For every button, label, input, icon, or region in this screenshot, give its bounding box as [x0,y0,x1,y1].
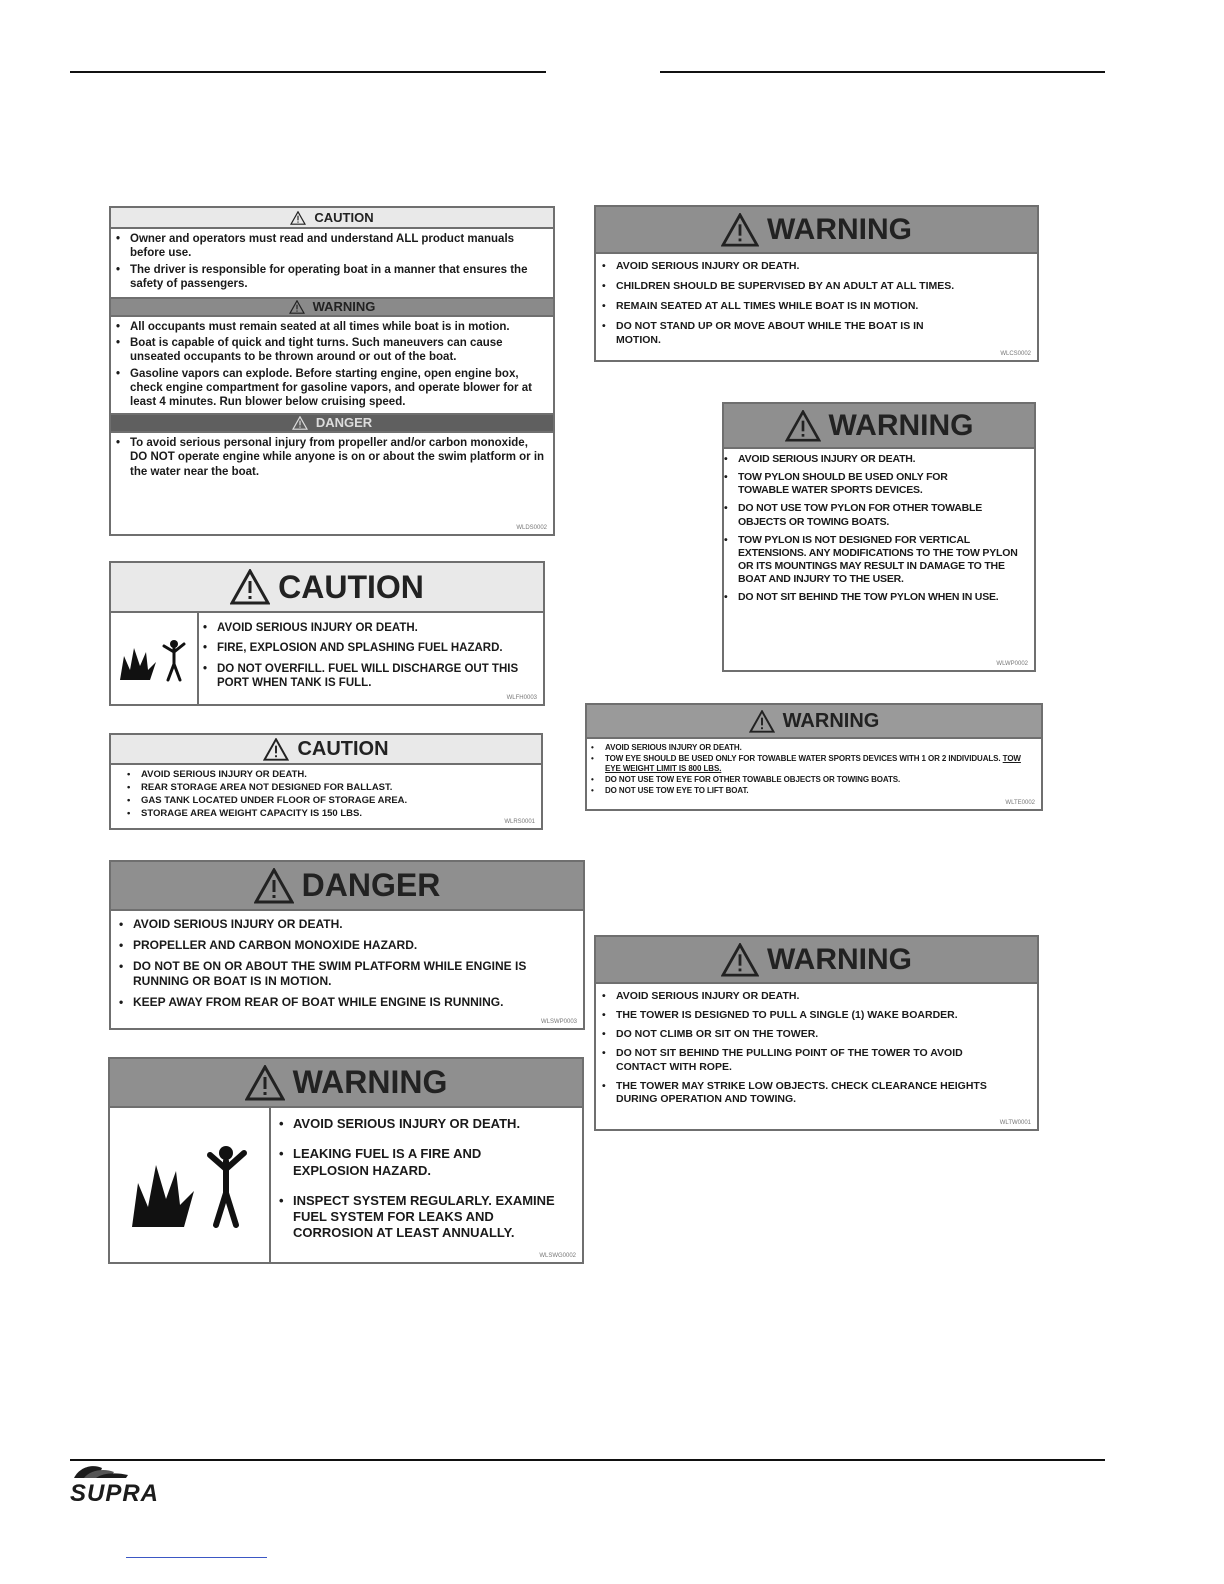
label-code: WLFH0003 [506,695,537,701]
header-rule-left [70,71,546,73]
list-item: • The driver is responsible for operating boat in a manner that ensures the safety of passengers. [130,263,545,292]
caution-header [111,735,541,765]
list-item: • DO NOT OVERFILL. FUEL WILL DISCHARGE OUT THIS PORT WHEN TANK IS FULL. [217,662,537,691]
warning-title: WARNING [312,299,376,314]
list-item: • TOW PYLON IS NOT DESIGNED FOR VERTICAL EXTENSIONS. ANY MODIFICATIONS TO THE TOW PYLON OR ITS MOUNTINGS MAY RESULT IN DAMAGE TO THE BOAT AND INJURY TO THE USER. [738,534,1028,587]
children-warning-label [594,205,1039,362]
fire-explosion-person-icon [110,1108,271,1262]
supra-logo-icon [70,1464,130,1478]
swim-danger-label [109,860,585,1030]
label-code: WLDS0002 [516,525,547,531]
list-item: • THE TOWER MAY STRIKE LOW OBJECTS. CHECK CLEARANCE HEIGHTS DURING OPERATION AND TOWING. [616,1080,1031,1106]
header-rule-right [660,71,1105,73]
list-item: • STORAGE AREA WEIGHT CAPACITY IS 150 LBS. [141,808,533,820]
list-item: • AVOID SERIOUS INJURY OR DEATH. [616,990,1031,1003]
list-item: • AVOID SERIOUS INJURY OR DEATH. [616,260,1031,273]
storage-caution-label [109,733,543,830]
caution-title: CAUTION [278,568,424,605]
list-item: • GAS TANK LOCATED UNDER FLOOR OF STORAGE AREA. [141,795,533,807]
list-item: • AVOID SERIOUS INJURY OR DEATH. [217,621,537,635]
label-code: WLRS0001 [504,819,535,825]
list-item: • CHILDREN SHOULD BE SUPERVISED BY AN ADULT AT ALL TIMES. [616,280,1031,293]
footer-rule [70,1459,1105,1461]
list-item: • DO NOT SIT BEHIND THE PULLING POINT OF THE TOWER TO AVOID CONTACT WITH ROPE. [616,1047,1031,1073]
warning-header [111,297,553,317]
warning-triangle-icon [292,416,308,430]
list-item: • DO NOT USE TOW EYE TO LIFT BOAT. [605,786,1035,796]
warning-header [110,1059,582,1108]
warning-triangle-icon [254,868,294,904]
warning-triangle-icon [749,710,775,733]
label-code: WLTW0001 [999,1120,1031,1126]
list-item: • Boat is capable of quick and tight turns. Such maneuvers can cause unseated occupants to be thrown around or out of the boat. [130,336,547,365]
toweye-usage-text: TOW EYE SHOULD BE USED ONLY FOR TOWABLE WATER SPORTS DEVICES WITH 1 OR 2 INDIVIDUALS. [605,754,1001,763]
list-item: • LEAKING FUEL IS A FIRE AND EXPLOSION HAZARD. [293,1146,574,1179]
warning-title: WARNING [828,408,974,442]
toweye-warning-label [585,703,1043,811]
warning-triangle-icon [785,410,821,442]
list-item: • AVOID SERIOUS INJURY OR DEATH. [293,1116,574,1132]
label-code: WLTE0002 [1005,800,1035,806]
warning-header [724,404,1034,449]
page-link-underline[interactable] [126,1557,267,1558]
warning-triangle-icon [263,738,289,761]
tower-warning-label [594,935,1039,1131]
danger-header [111,862,583,911]
label-code: WLWP0002 [996,661,1028,667]
fire-explosion-person-icon [111,613,199,704]
warning-title: WARNING [292,1064,448,1100]
danger-header [111,413,553,433]
list-item: • DO NOT STAND UP OR MOVE ABOUT WHILE THE BOAT IS IN MOTION. [616,320,1031,346]
list-item: • DO NOT SIT BEHIND THE TOW PYLON WHEN IN USE. [738,591,1028,604]
warning-triangle-icon [721,943,759,977]
danger-title: DANGER [315,415,373,431]
list-item: • DO NOT CLIMB OR SIT ON THE TOWER. [616,1028,1031,1041]
toweye-weight-limit: TOW EYE WEIGHT LIMIT IS 800 LBS. [605,754,1021,773]
list-item: • INSPECT SYSTEM REGULARLY. EXAMINE FUEL SYSTEM FOR LEAKS AND CORROSION AT LEAST ANNUALLY. [293,1193,574,1242]
danger-title: DANGER [301,867,441,903]
warning-title: WARNING [782,709,880,732]
warning-triangle-icon [289,300,305,314]
list-item: • All occupants must remain seated at all times while boat is in motion. [130,320,547,334]
list-item: • AVOID SERIOUS INJURY OR DEATH. [605,743,1035,753]
supra-logo-text: SUPRA [70,1480,160,1507]
label-code: WLSWP0003 [540,1019,577,1025]
caution-header [111,208,553,229]
list-item: • KEEP AWAY FROM REAR OF BOAT WHILE ENGINE IS RUNNING. [133,995,573,1010]
list-item: • FIRE, EXPLOSION AND SPLASHING FUEL HAZARD. [217,641,537,655]
list-item: • Owner and operators must read and understand ALL product manuals before use. [130,232,545,261]
list-item: • DO NOT USE TOW PYLON FOR OTHER TOWABLE OBJECTS OR TOWING BOATS. [738,502,1028,528]
label-code: WLSWG0002 [539,1253,576,1259]
warning-triangle-icon [290,211,306,225]
warning-header [596,937,1037,984]
fuel-warning-label [108,1057,584,1264]
label-code: WLCS0002 [1000,351,1031,357]
list-item: • AVOID SERIOUS INJURY OR DEATH. [738,453,1028,466]
list-item: • Gasoline vapors can explode. Before starting engine, open engine box, check engine compartment for gasoline vapors, and operate blower for at least 4 minutes. Run blower below cruising speed. [130,367,547,410]
list-item: • AVOID SERIOUS INJURY OR DEATH. [133,917,573,932]
list-item: • REMAIN SEATED AT ALL TIMES WHILE BOAT IS IN MOTION. [616,300,1031,313]
list-item: • AVOID SERIOUS INJURY OR DEATH. [141,769,533,781]
combined-safety-label [109,206,555,536]
warning-title: WARNING [767,212,912,246]
list-item [605,754,1035,774]
list-item: • DO NOT USE TOW EYE FOR OTHER TOWABLE OBJECTS OR TOWING BOATS. [605,775,1035,785]
caution-title: CAUTION [314,210,374,225]
list-item: • PROPELLER AND CARBON MONOXIDE HAZARD. [133,938,573,953]
fuel-caution-label [109,561,545,706]
list-item: • TOW PYLON SHOULD BE USED ONLY FOR TOWABLE WATER SPORTS DEVICES. [738,471,1028,497]
warning-title: WARNING [767,942,912,976]
caution-header [111,563,543,613]
warning-triangle-icon [230,569,270,605]
list-item: • THE TOWER IS DESIGNED TO PULL A SINGLE (1) WAKE BOARDER. [616,1009,1031,1022]
list-item: • REAR STORAGE AREA NOT DESIGNED FOR BALLAST. [141,782,533,794]
warning-triangle-icon [721,213,759,247]
list-item: • To avoid serious personal injury from propeller and/or carbon monoxide, DO NOT operate engine while anyone is on or about the swim platform or in the water near the boat. [130,436,545,479]
warning-triangle-icon [245,1065,285,1101]
caution-title: CAUTION [297,737,389,760]
pylon-warning-label [722,402,1036,672]
warning-header [596,207,1037,254]
list-item: • DO NOT BE ON OR ABOUT THE SWIM PLATFORM WHILE ENGINE IS RUNNING OR BOAT IS IN MOTION. [133,959,573,989]
warning-header [587,705,1041,739]
